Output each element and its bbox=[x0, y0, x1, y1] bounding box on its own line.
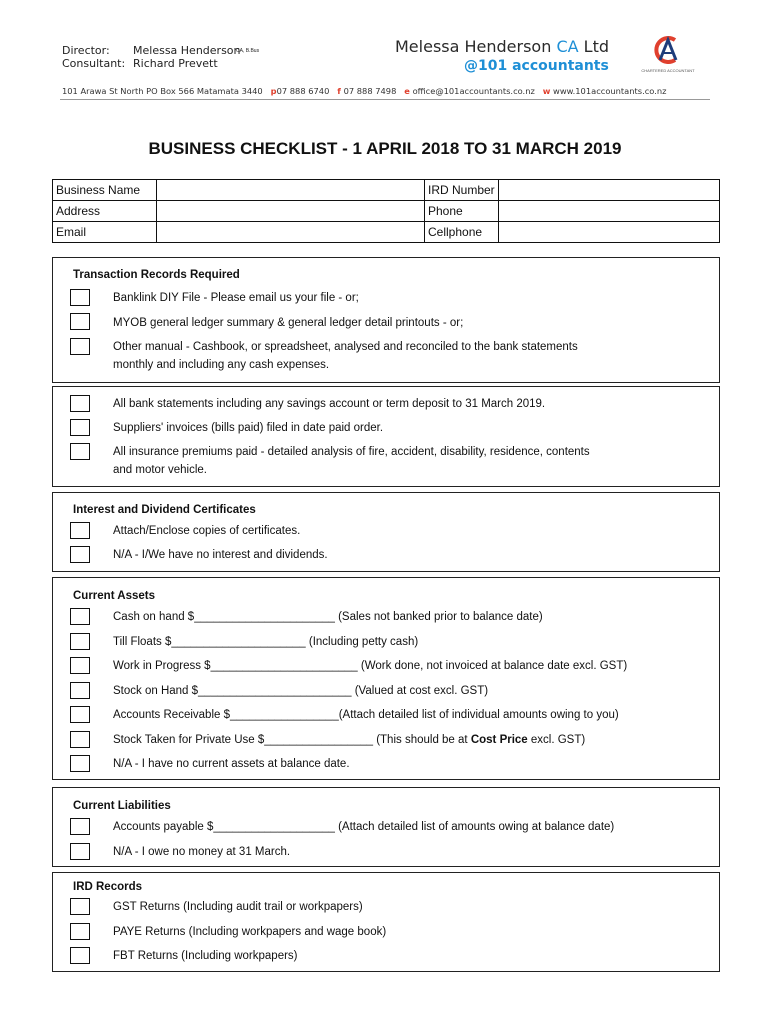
checkbox-till-floats[interactable] bbox=[70, 633, 90, 650]
checklist-item: Other manual - Cashbook, or spreadsheet, analysed and reconciled to the bank statements bbox=[113, 341, 578, 353]
checklist-item: N/A - I owe no money at 31 March. bbox=[113, 846, 291, 858]
checkbox-other-manual[interactable] bbox=[70, 338, 90, 355]
brand-subtitle: @101 accountants bbox=[464, 58, 609, 74]
section-title: IRD Records bbox=[73, 881, 143, 893]
business-name-label: Business Name bbox=[53, 180, 157, 201]
header-rule bbox=[60, 99, 710, 100]
checklist-item: Stock Taken for Private Use $_________________ (This should be at Cost Price excl. GST) bbox=[113, 734, 586, 746]
consultant-label: Consultant: bbox=[62, 57, 126, 70]
checkbox-work-in-progress[interactable] bbox=[70, 657, 90, 674]
transaction-records-section bbox=[52, 257, 720, 383]
checklist-item: MYOB general ledger summary & general ledger detail printouts - or; bbox=[113, 317, 464, 329]
checklist-item: Stock on Hand $________________________ (Valued at cost excl. GST) bbox=[113, 685, 489, 697]
checklist-item: Work in Progress $_______________________ (Work done, not invoiced at balance date excl. GST) bbox=[113, 660, 628, 672]
director-name: Melessa Henderson bbox=[133, 44, 241, 57]
section-title: Current Assets bbox=[73, 590, 156, 602]
checkbox-stock-on-hand[interactable] bbox=[70, 682, 90, 699]
checkbox-accounts-payable[interactable] bbox=[70, 818, 90, 835]
checkbox-no-current-assets[interactable] bbox=[70, 755, 90, 772]
ird-number-label: IRD Number bbox=[425, 180, 499, 201]
checklist-item: N/A - I/We have no interest and dividends. bbox=[113, 549, 328, 561]
checkbox-insurance[interactable] bbox=[70, 443, 90, 460]
address-line: 101 Arawa St North PO Box 566 Matamata 3440 p07 888 6740 f 07 888 7498 e office@101accountants.co.nz w www.101accountants.co.nz bbox=[62, 86, 667, 96]
section-title: Interest and Dividend Certificates bbox=[73, 504, 256, 516]
checklist-item: Accounts payable $___________________ (Attach detailed list of amounts owing at balance date) bbox=[113, 821, 615, 833]
checkbox-suppliers-invoices[interactable] bbox=[70, 419, 90, 436]
cellphone-label: Cellphone bbox=[425, 222, 499, 243]
checklist-item: FBT Returns (Including workpapers) bbox=[113, 950, 298, 962]
address-label: Address bbox=[53, 201, 157, 222]
checklist-item: Banklink DIY File - Please email us your file - or; bbox=[113, 292, 359, 304]
checkbox-no-interest[interactable] bbox=[70, 546, 90, 563]
ird-number-field[interactable] bbox=[499, 180, 720, 201]
phone-label: Phone bbox=[425, 201, 499, 222]
business-name-field[interactable] bbox=[157, 180, 425, 201]
checkbox-no-money-owed[interactable] bbox=[70, 843, 90, 860]
interest-dividend-section bbox=[52, 492, 720, 572]
checkbox-paye-returns[interactable] bbox=[70, 923, 90, 940]
phone-field[interactable] bbox=[499, 201, 720, 222]
consultant-name: Richard Prevett bbox=[133, 57, 218, 70]
email-field[interactable] bbox=[157, 222, 425, 243]
statements-section bbox=[52, 386, 720, 487]
director-label: Director: bbox=[62, 44, 110, 57]
checklist-item: Suppliers' invoices (bills paid) filed in date paid order. bbox=[113, 422, 384, 434]
cellphone-field[interactable] bbox=[499, 222, 720, 243]
checkbox-myob[interactable] bbox=[70, 313, 90, 330]
current-assets-section bbox=[52, 577, 720, 780]
checkbox-private-use-stock[interactable] bbox=[70, 731, 90, 748]
checklist-item: Attach/Enclose copies of certificates. bbox=[113, 525, 301, 537]
checkbox-cash-on-hand[interactable] bbox=[70, 608, 90, 625]
checklist-item: All bank statements including any savings account or term deposit to 31 March 2019. bbox=[113, 398, 546, 410]
checklist-item: Cash on hand $______________________ (Sales not banked prior to balance date) bbox=[113, 611, 543, 623]
checklist-item: Accounts Receivable $_________________(Attach detailed list of individual amounts owing to you) bbox=[113, 709, 619, 721]
checklist-item: monthly and including any cash expenses. bbox=[113, 359, 330, 371]
checkbox-fbt-returns[interactable] bbox=[70, 947, 90, 964]
checkbox-bank-statements[interactable] bbox=[70, 395, 90, 412]
checkbox-accounts-receivable[interactable] bbox=[70, 706, 90, 723]
checklist-item: Till Floats $_____________________ (Including petty cash) bbox=[113, 636, 419, 648]
current-liabilities-section bbox=[52, 787, 720, 867]
checkbox-gst-returns[interactable] bbox=[70, 898, 90, 915]
section-title: Transaction Records Required bbox=[73, 269, 240, 281]
section-title: Current Liabilities bbox=[73, 800, 171, 812]
email-label: Email bbox=[53, 222, 157, 243]
page-title: BUSINESS CHECKLIST - 1 APRIL 2018 TO 31 MARCH 2019 bbox=[148, 139, 622, 158]
checklist-item: GST Returns (Including audit trail or workpapers) bbox=[113, 901, 363, 913]
checklist-item: PAYE Returns (Including workpapers and wage book) bbox=[113, 926, 387, 938]
checklist-item: N/A - I have no current assets at balance date. bbox=[113, 758, 350, 770]
director-suffix: CA, B.Bus bbox=[236, 48, 260, 54]
checklist-item: and motor vehicle. bbox=[113, 464, 207, 476]
business-info-table bbox=[52, 179, 720, 243]
chartered-accountants-logo bbox=[650, 34, 686, 66]
address-field[interactable] bbox=[157, 201, 425, 222]
checkbox-certificates[interactable] bbox=[70, 522, 90, 539]
logo-caption: CHARTERED ACCOUNTANT bbox=[641, 68, 695, 73]
brand-name: Melessa Henderson CA Ltd bbox=[395, 37, 610, 56]
ird-records-section bbox=[52, 872, 720, 972]
checklist-item: All insurance premiums paid - detailed analysis of fire, accident, disability, residence, contents bbox=[113, 446, 590, 458]
checkbox-banklink[interactable] bbox=[70, 289, 90, 306]
